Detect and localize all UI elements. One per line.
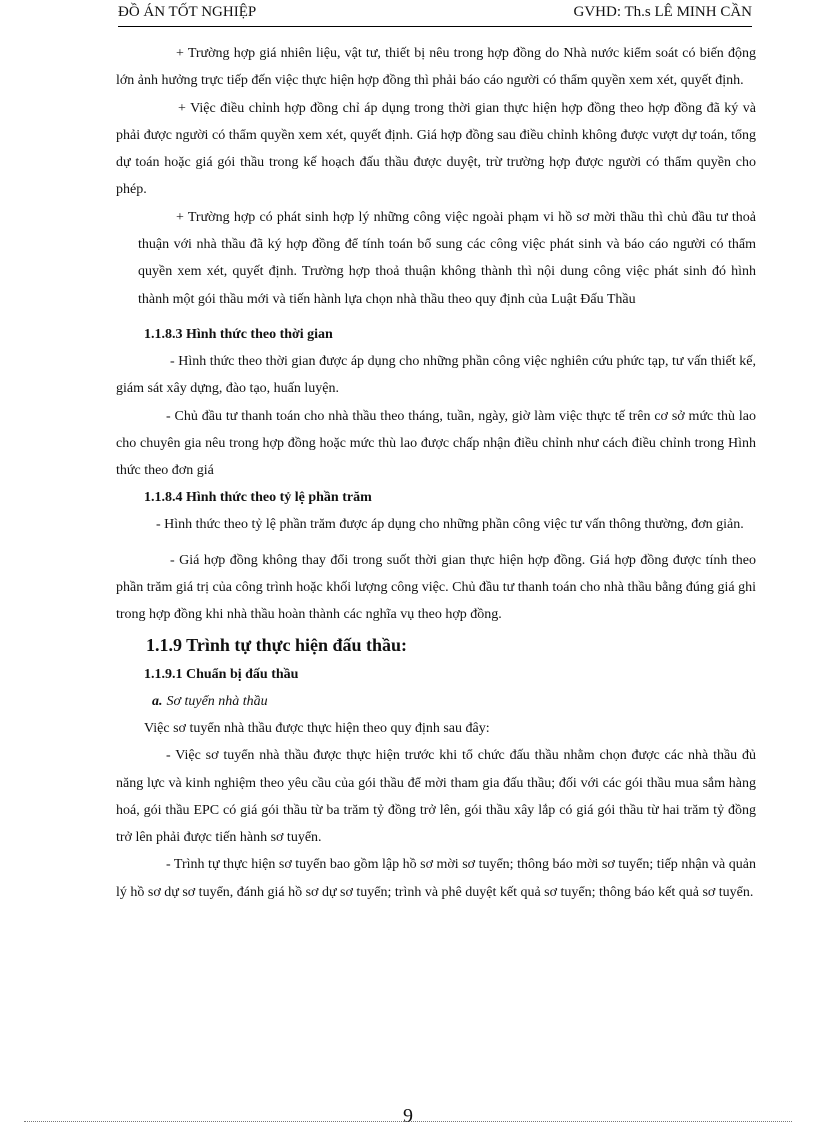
paragraph-contract-adjustment: + Việc điều chỉnh hợp đồng chỉ áp dụng trong thời gian thực hiện hợp đồng theo hợp đồng đã ký và phải được người có thẩm quyền xem xét, quyết định. Giá hợp đồng sau điều chỉnh không được vượt dự toán, tổng dự toán hoặc giá gói thầu trong kế hoạch đấu thầu được duyệt, trừ trường hợp được người có thẩm quyền cho phép. <box>116 100 756 198</box>
paragraph-prequalification-steps: - Trình tự thực hiện sơ tuyển bao gồm lập hồ sơ mời sơ tuyển; thông báo mời sơ tuyển; tiếp nhận và quản lý hồ sơ dự sơ tuyển, đánh giá hồ sơ dự sơ tuyển; trình và phê duyệt kết quả sơ tuyển; thông báo kết quả sơ tuyển. <box>116 857 756 900</box>
section-heading-1-1-9-1: 1.1.9.1 Chuẩn bị đấu thầu <box>144 666 299 682</box>
paragraph-price-fluctuation: + Trường hợp giá nhiên liệu, vật tư, thiết bị nêu trong hợp đồng do Nhà nước kiểm soát có biến động lớn ảnh hưởng trực tiếp đến việc thực hiện hợp đồng thì phải báo cáo người có thẩm quyền xem xét, quyết định. <box>116 46 756 89</box>
header-left-title: ĐỒ ÁN TỐT NGHIỆP <box>118 4 257 20</box>
paragraph-additional-work: + Trường hợp có phát sinh hợp lý những công việc ngoài phạm vi hồ sơ mời thầu thì chủ đầu tư thoả thuận với nhà thầu đã ký hợp đồng để tính toán bổ sung các công việc phát sinh và báo cáo người có thẩm quyền xem xét, quyết định. Trường hợp thoả thuận không thành thì nội dung công việc phát sinh đó hình thành một gói thầu mới và tiến hành lựa chọn nhà thầu theo quy định của Luật Đấu Thầu <box>138 209 756 307</box>
paragraph-time-based-payment: - Chủ đầu tư thanh toán cho nhà thầu theo tháng, tuần, ngày, giờ làm việc thực tế trên cơ sở mức thù lao cho chuyên gia nêu trong hợp đồng hoặc mức thù lao được chấp nhận điều chỉnh như cách điều chỉnh trong Hình thức theo đơn giá <box>116 408 756 479</box>
paragraph-prequalification-rules: - Việc sơ tuyển nhà thầu được thực hiện trước khi tổ chức đấu thầu nhằm chọn được các nhà thầu đủ năng lực và kinh nghiệm theo yêu cầu của gói thầu để mời tham gia đấu thầu; đối với các gói thầu mua sắm hàng hoá, gói thầu EPC có giá gói thầu từ ba trăm tỷ đồng trở lên, gói thầu xây lắp có giá gói thầu từ hai trăm tỷ đồng trở lên phải được tiến hành sơ tuyển. <box>116 748 756 846</box>
paragraph-prequalification-intro: Việc sơ tuyển nhà thầu được thực hiện theo quy định sau đây: <box>144 720 490 736</box>
footer-divider <box>24 1121 792 1122</box>
section-heading-1-1-8-4: 1.1.8.4 Hình thức theo tỷ lệ phần trăm <box>144 490 372 506</box>
header-right-supervisor: GVHD: Th.s LÊ MINH CẦN <box>573 4 752 20</box>
subitem-prequalification <box>152 688 756 715</box>
spacer <box>116 313 756 321</box>
spacer <box>116 539 756 547</box>
paragraph-fixed-contract-price: - Giá hợp đồng không thay đổi trong suốt thời gian thực hiện hợp đồng. Giá hợp đồng được tính theo phần trăm giá trị của công trình hoặc khối lượng công việc. Chủ đầu tư thanh toán cho nhà thầu bằng đúng giá ghi trong hợp đồng khi nhà thầu hoàn thành các nghĩa vụ theo hợp đồng. <box>116 552 756 623</box>
section-heading-1-1-9: 1.1.9 Trình tự thực hiện đấu thầu: <box>146 634 407 655</box>
paragraph-time-based-form: - Hình thức theo thời gian được áp dụng cho những phần công việc nghiên cứu phức tạp, tư vấn thiết kế, giám sát xây dựng, đào tạo, huấn luyện. <box>116 353 756 397</box>
section-heading-1-1-8-3: 1.1.8.3 Hình thức theo thời gian <box>144 326 333 342</box>
main-content <box>116 40 756 906</box>
paragraph-percentage-form: - Hình thức theo tỷ lệ phần trăm được áp dụng cho những phần công việc tư vấn thông thường, đơn giản. <box>156 517 744 533</box>
page-header <box>118 2 752 27</box>
subitem-title: Sơ tuyển nhà thầu <box>166 693 268 709</box>
subitem-letter: a. <box>152 693 163 709</box>
page-number: 9 <box>403 1105 413 1123</box>
